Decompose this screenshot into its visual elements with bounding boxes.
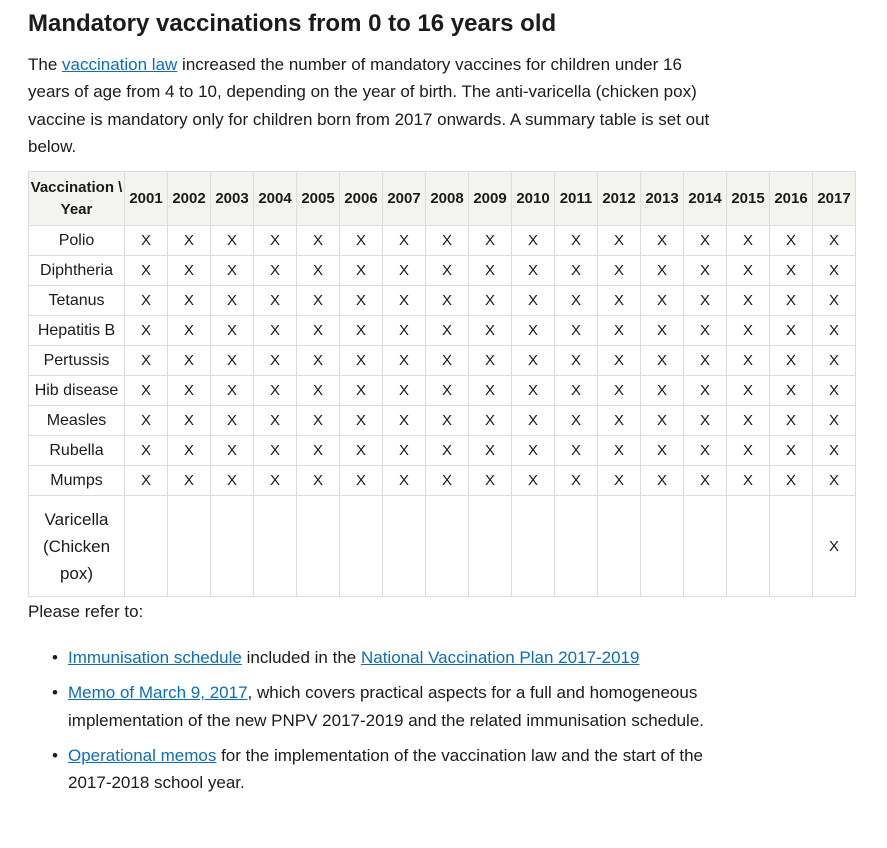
mandatory-mark-cell xyxy=(125,496,168,597)
mandatory-mark-cell: X xyxy=(426,466,469,496)
mandatory-mark-cell xyxy=(297,496,340,597)
mandatory-mark-cell: X xyxy=(426,286,469,316)
mandatory-mark-cell: X xyxy=(813,376,856,406)
mandatory-mark-cell: X xyxy=(641,316,684,346)
mandatory-mark-cell: X xyxy=(684,376,727,406)
mandatory-mark-cell: X xyxy=(383,376,426,406)
vaccine-name: Measles xyxy=(29,406,125,436)
mandatory-mark-cell: X xyxy=(469,316,512,346)
mandatory-mark-cell: X xyxy=(813,346,856,376)
mandatory-mark-cell: X xyxy=(426,256,469,286)
reference-list-item xyxy=(52,679,748,734)
mandatory-mark-cell: X xyxy=(512,256,555,286)
mandatory-mark-cell: X xyxy=(813,406,856,436)
mandatory-mark-cell: X xyxy=(641,466,684,496)
corner-header xyxy=(29,172,125,226)
mandatory-mark-cell: X xyxy=(469,286,512,316)
mandatory-mark-cell: X xyxy=(598,376,641,406)
mandatory-mark-cell: X xyxy=(254,286,297,316)
mandatory-mark-cell: X xyxy=(211,226,254,256)
mandatory-mark-cell: X xyxy=(125,466,168,496)
mandatory-mark-cell: X xyxy=(555,226,598,256)
mandatory-mark-cell: X xyxy=(813,256,856,286)
mandatory-mark-cell: X xyxy=(297,466,340,496)
intro-text-end: increased the number of mandatory vaccines for children under 16 years of age from 4 to 10, depending on the year of birth. The anti-varicella (chicken pox) vaccine is mandatory only for children born from 2017 onwards. A summary table is set out below. xyxy=(28,55,710,156)
mandatory-mark-cell: X xyxy=(469,376,512,406)
mandatory-mark-cell xyxy=(641,496,684,597)
mandatory-mark-cell: X xyxy=(727,436,770,466)
mandatory-mark-cell: X xyxy=(297,226,340,256)
mandatory-mark-cell: X xyxy=(383,286,426,316)
mandatory-mark-cell: X xyxy=(211,436,254,466)
reference-text: for the implementation of the vaccination law and the start of the 2017-2018 school year. xyxy=(68,745,704,793)
mandatory-mark-cell: X xyxy=(254,256,297,286)
mandatory-mark-cell: X xyxy=(770,256,813,286)
mandatory-mark-cell: X xyxy=(125,406,168,436)
mandatory-mark-cell: X xyxy=(254,406,297,436)
intro-paragraph xyxy=(28,51,718,160)
mandatory-mark-cell: X xyxy=(598,256,641,286)
mandatory-mark-cell: X xyxy=(512,406,555,436)
mandatory-mark-cell: X xyxy=(426,316,469,346)
reference-list-item xyxy=(52,742,748,797)
mandatory-mark-cell xyxy=(340,496,383,597)
mandatory-mark-cell: X xyxy=(254,226,297,256)
mandatory-mark-cell: X xyxy=(555,346,598,376)
mandatory-mark-cell: X xyxy=(512,376,555,406)
mandatory-mark-cell: X xyxy=(555,256,598,286)
mandatory-mark-cell: X xyxy=(168,256,211,286)
table-row xyxy=(29,346,856,376)
mandatory-mark-cell: X xyxy=(340,316,383,346)
mandatory-mark-cell: X xyxy=(555,436,598,466)
mandatory-mark-cell: X xyxy=(770,316,813,346)
mandatory-mark-cell: X xyxy=(727,376,770,406)
mandatory-mark-cell: X xyxy=(168,316,211,346)
mandatory-mark-cell: X xyxy=(383,226,426,256)
mandatory-mark-cell: X xyxy=(383,256,426,286)
mandatory-mark-cell: X xyxy=(727,406,770,436)
mandatory-mark-cell: X xyxy=(512,436,555,466)
mandatory-mark-cell: X xyxy=(555,406,598,436)
mandatory-mark-cell: X xyxy=(598,226,641,256)
year-header: 2012 xyxy=(598,172,641,226)
mandatory-mark-cell: X xyxy=(340,436,383,466)
mandatory-mark-cell: X xyxy=(340,226,383,256)
mandatory-mark-cell: X xyxy=(125,316,168,346)
year-header: 2017 xyxy=(813,172,856,226)
mandatory-mark-cell: X xyxy=(211,286,254,316)
mandatory-mark-cell: X xyxy=(469,226,512,256)
mandatory-mark-cell: X xyxy=(340,256,383,286)
mandatory-mark-cell xyxy=(469,496,512,597)
reference-list-item xyxy=(52,644,748,671)
mandatory-mark-cell: X xyxy=(254,346,297,376)
year-header: 2007 xyxy=(383,172,426,226)
bullet-icon: • xyxy=(52,648,58,667)
mandatory-mark-cell: X xyxy=(211,316,254,346)
mandatory-mark-cell: X xyxy=(813,226,856,256)
mandatory-mark-cell: X xyxy=(727,316,770,346)
mandatory-mark-cell xyxy=(426,496,469,597)
reference-text: included in the xyxy=(241,648,361,667)
vaccine-name: Mumps xyxy=(29,466,125,496)
year-header: 2003 xyxy=(211,172,254,226)
mandatory-mark-cell: X xyxy=(168,436,211,466)
mandatory-mark-cell: X xyxy=(469,406,512,436)
year-header: 2004 xyxy=(254,172,297,226)
mandatory-mark-cell xyxy=(254,496,297,597)
reference-text: , which covers practical aspects for a full and homogeneous implementation of the new PNPV 2017-2019 and the related immunisation schedule. xyxy=(68,683,704,730)
mandatory-mark-cell: X xyxy=(813,466,856,496)
mandatory-mark-cell: X xyxy=(168,346,211,376)
table-row xyxy=(29,316,856,346)
mandatory-mark-cell: X xyxy=(684,286,727,316)
vaccination-law-link[interactable]: vaccination law xyxy=(62,55,178,74)
mandatory-mark-cell: X xyxy=(383,466,426,496)
mandatory-mark-cell: X xyxy=(598,436,641,466)
mandatory-mark-cell xyxy=(512,496,555,597)
mandatory-mark-cell: X xyxy=(684,316,727,346)
mandatory-mark-cell: X xyxy=(211,256,254,286)
mandatory-mark-cell: X xyxy=(727,466,770,496)
vaccine-name: Varicella (Chicken pox) xyxy=(29,496,125,597)
refer-text: Please refer to: xyxy=(28,602,144,621)
mandatory-mark-cell: X xyxy=(770,436,813,466)
mandatory-mark-cell: X xyxy=(211,466,254,496)
mandatory-mark-cell: X xyxy=(684,466,727,496)
year-header: 2001 xyxy=(125,172,168,226)
table-row xyxy=(29,496,856,597)
mandatory-mark-cell: X xyxy=(254,376,297,406)
reference-link[interactable]: Memo of March 9, 2017 xyxy=(68,683,248,703)
mandatory-mark-cell: X xyxy=(168,406,211,436)
mandatory-mark-cell: X xyxy=(684,436,727,466)
mandatory-mark-cell: X xyxy=(469,436,512,466)
mandatory-mark-cell: X xyxy=(426,376,469,406)
table-row xyxy=(29,226,856,256)
mandatory-mark-cell: X xyxy=(426,226,469,256)
vaccination-table xyxy=(28,171,856,597)
mandatory-mark-cell: X xyxy=(641,376,684,406)
mandatory-mark-cell xyxy=(383,496,426,597)
mandatory-mark-cell: X xyxy=(426,436,469,466)
mandatory-mark-cell: X xyxy=(684,346,727,376)
mandatory-mark-cell: X xyxy=(555,316,598,346)
year-header: 2013 xyxy=(641,172,684,226)
mandatory-mark-cell: X xyxy=(598,286,641,316)
mandatory-mark-cell: X xyxy=(813,286,856,316)
mandatory-mark-cell: X xyxy=(469,346,512,376)
mandatory-mark-cell: X xyxy=(340,406,383,436)
mandatory-mark-cell: X xyxy=(641,226,684,256)
mandatory-mark-cell: X xyxy=(770,376,813,406)
year-header: 2005 xyxy=(297,172,340,226)
year-header: 2006 xyxy=(340,172,383,226)
vaccine-name: Hib disease xyxy=(29,376,125,406)
mandatory-mark-cell: X xyxy=(297,286,340,316)
mandatory-mark-cell: X xyxy=(727,226,770,256)
mandatory-mark-cell: X xyxy=(641,436,684,466)
mandatory-mark-cell: X xyxy=(254,316,297,346)
mandatory-mark-cell: X xyxy=(340,346,383,376)
reference-link[interactable]: National Vaccination Plan 2017-2019 xyxy=(360,648,640,667)
mandatory-mark-cell: X xyxy=(426,406,469,436)
mandatory-mark-cell: X xyxy=(125,436,168,466)
mandatory-mark-cell: X xyxy=(297,316,340,346)
mandatory-mark-cell: X xyxy=(684,406,727,436)
mandatory-mark-cell: X xyxy=(383,406,426,436)
mandatory-mark-cell xyxy=(555,496,598,597)
table-row xyxy=(29,436,856,466)
bullet-icon: • xyxy=(52,683,58,703)
mandatory-mark-cell: X xyxy=(813,316,856,346)
mandatory-mark-cell: X xyxy=(168,286,211,316)
mandatory-mark-cell: X xyxy=(555,466,598,496)
table-header-row xyxy=(29,172,856,226)
mandatory-mark-cell: X xyxy=(125,286,168,316)
mandatory-mark-cell: X xyxy=(340,286,383,316)
mandatory-mark-cell: X xyxy=(727,256,770,286)
mandatory-mark-cell: X xyxy=(770,406,813,436)
vaccine-name: Rubella xyxy=(29,436,125,466)
mandatory-mark-cell: X xyxy=(512,466,555,496)
table-row xyxy=(29,406,856,436)
mandatory-mark-cell: X xyxy=(641,286,684,316)
mandatory-mark-cell: X xyxy=(598,316,641,346)
vaccine-name: Polio xyxy=(29,226,125,256)
mandatory-mark-cell: X xyxy=(211,346,254,376)
mandatory-mark-cell xyxy=(598,496,641,597)
vaccine-name: Diphtheria xyxy=(29,256,125,286)
table-row xyxy=(29,286,856,316)
year-header: 2015 xyxy=(727,172,770,226)
vaccine-name: Hepatitis B xyxy=(29,316,125,346)
year-header: 2011 xyxy=(555,172,598,226)
mandatory-mark-cell: X xyxy=(254,466,297,496)
mandatory-mark-cell: X xyxy=(211,406,254,436)
year-header: 2010 xyxy=(512,172,555,226)
mandatory-mark-cell: X xyxy=(770,226,813,256)
mandatory-mark-cell: X xyxy=(297,256,340,286)
mandatory-mark-cell: X xyxy=(770,346,813,376)
intro-text-start: The xyxy=(28,55,63,74)
mandatory-mark-cell: X xyxy=(512,286,555,316)
mandatory-mark-cell: X xyxy=(598,346,641,376)
mandatory-mark-cell: X xyxy=(813,496,856,597)
mandatory-mark-cell: X xyxy=(168,376,211,406)
mandatory-mark-cell: X xyxy=(512,346,555,376)
mandatory-mark-cell: X xyxy=(684,256,727,286)
mandatory-mark-cell xyxy=(770,496,813,597)
mandatory-mark-cell: X xyxy=(770,466,813,496)
mandatory-mark-cell: X xyxy=(340,466,383,496)
mandatory-mark-cell: X xyxy=(469,466,512,496)
mandatory-mark-cell: X xyxy=(641,256,684,286)
reference-link[interactable]: Immunisation schedule xyxy=(68,648,242,667)
reference-link[interactable]: Operational memos xyxy=(68,745,217,765)
year-header: 2009 xyxy=(469,172,512,226)
table-row xyxy=(29,466,856,496)
mandatory-mark-cell: X xyxy=(512,316,555,346)
mandatory-mark-cell xyxy=(727,496,770,597)
mandatory-mark-cell: X xyxy=(684,226,727,256)
mandatory-mark-cell: X xyxy=(297,376,340,406)
mandatory-mark-cell: X xyxy=(512,226,555,256)
mandatory-mark-cell: X xyxy=(813,436,856,466)
mandatory-mark-cell: X xyxy=(727,346,770,376)
reference-links-list xyxy=(28,644,748,804)
mandatory-mark-cell xyxy=(168,496,211,597)
table-row xyxy=(29,376,856,406)
mandatory-mark-cell: X xyxy=(125,346,168,376)
mandatory-mark-cell: X xyxy=(426,346,469,376)
mandatory-mark-cell: X xyxy=(168,226,211,256)
corner-header-text: Vaccination \ Year xyxy=(30,178,123,218)
mandatory-mark-cell: X xyxy=(598,406,641,436)
mandatory-mark-cell: X xyxy=(555,286,598,316)
mandatory-mark-cell: X xyxy=(125,256,168,286)
mandatory-mark-cell: X xyxy=(125,226,168,256)
mandatory-mark-cell: X xyxy=(297,346,340,376)
mandatory-mark-cell: X xyxy=(641,346,684,376)
mandatory-mark-cell: X xyxy=(555,376,598,406)
year-header: 2016 xyxy=(770,172,813,226)
mandatory-mark-cell: X xyxy=(383,316,426,346)
mandatory-mark-cell: X xyxy=(297,406,340,436)
mandatory-mark-cell xyxy=(684,496,727,597)
year-header: 2008 xyxy=(426,172,469,226)
year-header: 2002 xyxy=(168,172,211,226)
mandatory-mark-cell: X xyxy=(641,406,684,436)
mandatory-mark-cell: X xyxy=(383,436,426,466)
mandatory-mark-cell: X xyxy=(383,346,426,376)
mandatory-mark-cell: X xyxy=(340,376,383,406)
mandatory-mark-cell: X xyxy=(211,376,254,406)
table-row xyxy=(29,256,856,286)
mandatory-mark-cell: X xyxy=(168,466,211,496)
mandatory-mark-cell: X xyxy=(254,436,297,466)
mandatory-mark-cell: X xyxy=(469,256,512,286)
mandatory-mark-cell: X xyxy=(598,466,641,496)
vaccine-name: Pertussis xyxy=(29,346,125,376)
mandatory-mark-cell: X xyxy=(727,286,770,316)
mandatory-mark-cell: X xyxy=(770,286,813,316)
vaccine-name: Tetanus xyxy=(29,286,125,316)
year-header: 2014 xyxy=(684,172,727,226)
mandatory-mark-cell: X xyxy=(125,376,168,406)
mandatory-mark-cell: X xyxy=(297,436,340,466)
mandatory-mark-cell xyxy=(211,496,254,597)
bullet-icon: • xyxy=(52,745,58,765)
page-title: Mandatory vaccinations from 0 to 16 years old xyxy=(28,10,557,37)
